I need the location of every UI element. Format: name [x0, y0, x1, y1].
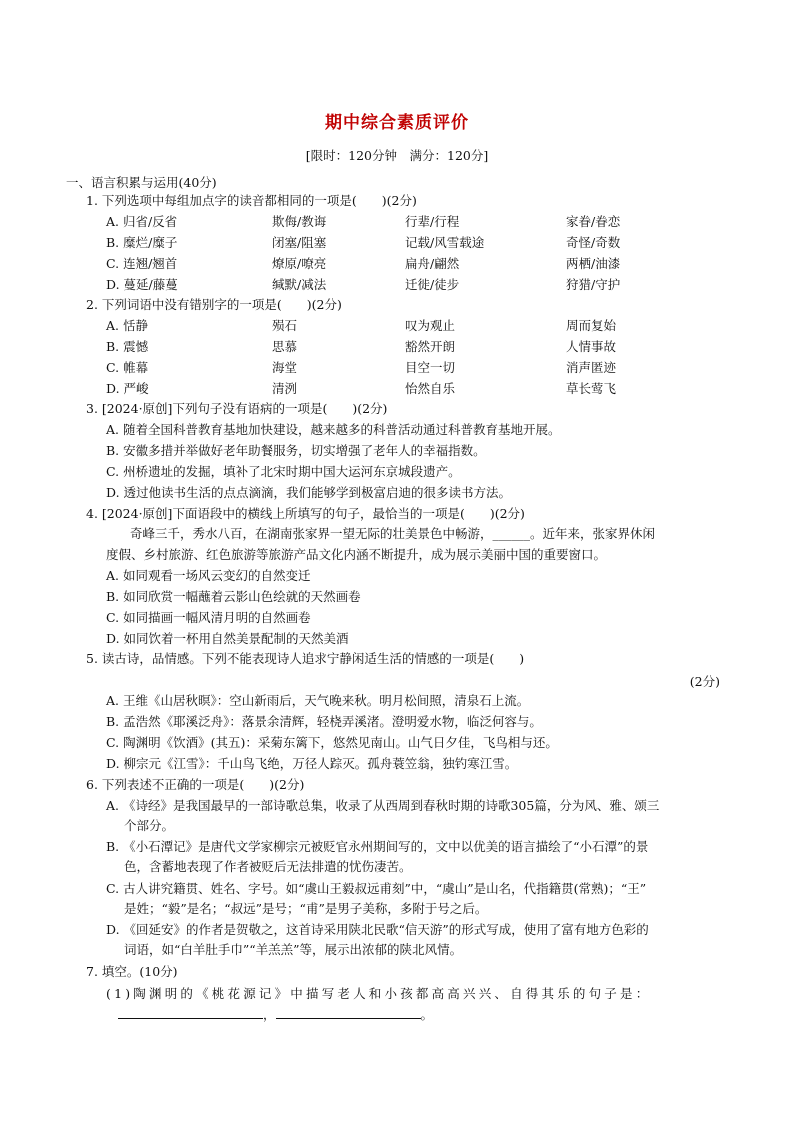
page-title: 期中综合素质评价: [325, 113, 469, 133]
period: 。: [420, 1007, 434, 1022]
comma: ，: [263, 1007, 276, 1022]
q6-option-d: D. 《回延安》的作者是贺敬之，这首诗采用陕北民歌“信天游”的形式写成，使用了富有地方色彩的: [106, 922, 649, 937]
q4-passage-line-1: 奇峰三千，秀水八百，在湖南张家界一望无际的壮美景色中畅游，______。近年来，张家界休闲: [130, 526, 656, 541]
q2-option: 周而复始: [566, 318, 617, 333]
q4-passage-line-2: 度假、乡村旅游、红色旅游等旅游产品文化内涵不断提升，成为展示美丽中国的重要窗口。: [106, 547, 607, 562]
q6-option-c-cont: 是姓；“毅”是名；“叔远”是号；“甫”是男子美称，多附于号之后。: [124, 901, 488, 916]
q2-option: A. 恬静: [106, 318, 148, 333]
q2-option: 清洌: [272, 381, 298, 396]
q3-option-b: B. 安徽多措并举做好老年助餐服务，切实增强了老年人的幸福指数。: [106, 443, 486, 458]
q1-option: D. 蔓延/藤蔓: [106, 277, 178, 292]
q2-option: 豁然开朗: [405, 339, 456, 354]
q1-option: C. 连翘/翘首: [106, 256, 178, 271]
q7-sub-1: (1)陶渊明的《桃花源记》中描写老人和小孩都高高兴兴、自得其乐的句子是：: [106, 986, 652, 1001]
q3-option-a: A. 随着全国科普教育基地加快建设，越来越多的科普活动通过科普教育基地开展。: [106, 422, 561, 437]
question-7-stem: 7. 填空。(10分): [86, 964, 178, 979]
q2-option: 草长莺飞: [566, 381, 617, 396]
q4-option-b: B. 如同欣赏一幅蘸着云影山色绘就的天然画卷: [106, 589, 361, 604]
q6-option-d-cont: 词语，如“白羊肚手巾”“羊羔羔”等，展示出浓郁的陕北风情。: [124, 942, 463, 957]
q3-option-d: D. 透过他读书生活的点点滴滴，我们能够学到极富启迪的很多读书方法。: [106, 485, 512, 500]
q2-option: 消声匿迹: [566, 360, 617, 375]
answer-blank-2[interactable]: [276, 1006, 421, 1019]
q1-option: 奇怪/奇数: [566, 235, 621, 250]
section-heading: 一、语言积累与运用(40分): [66, 175, 217, 190]
q1-option: 缄默/减法: [272, 277, 327, 292]
q6-option-b: B. 《小石潭记》是唐代文学家柳宗元被贬官永州期间写的，文中以优美的语言描绘了“小石潭”的景: [106, 839, 649, 854]
q1-option: A. 归省/反省: [106, 214, 178, 229]
q2-option: 思慕: [272, 339, 298, 354]
question-2-stem: 2. 下列词语中没有错别字的一项是( )(2分): [86, 297, 342, 312]
q5-option-c: C. 陶渊明《饮酒》(其五)：采菊东篱下，悠然见南山。山气日夕佳，飞鸟相与还。: [106, 735, 558, 750]
q4-option-a: A. 如同观看一场风云变幻的自然变迁: [106, 568, 311, 583]
q1-option: 家眷/眷恋: [566, 214, 621, 229]
time-score-limit: [限时：120分钟 满分：120分]: [305, 148, 489, 163]
q2-option: 叹为观止: [405, 318, 456, 333]
q1-option: 两栖/油漆: [566, 256, 621, 271]
q4-option-d: D. 如同饮着一杯用自然美景配制的天然美酒: [106, 631, 349, 646]
q5-score: (2分): [689, 674, 720, 689]
q6-option-a: A. 《诗经》是我国最早的一部诗歌总集，收录了从西周到春秋时期的诗歌305篇，分为风、雅、颂三: [106, 798, 660, 813]
q2-option: C. 帷幕: [106, 360, 149, 375]
q2-option: 殒石: [272, 318, 298, 333]
q2-option: B. 震憾: [106, 339, 149, 354]
q1-option: 燎原/嘹亮: [272, 256, 327, 271]
question-4-stem: 4. [2024·原创]下面语段中的横线上所填写的句子，最恰当的一项是( )(2分): [86, 506, 525, 521]
q4-option-c: C. 如同描画一幅风清月明的自然画卷: [106, 610, 311, 625]
q1-option: 记载/风雪载途: [405, 235, 485, 250]
answer-blank-1[interactable]: [118, 1006, 263, 1019]
q1-option: B. 糜烂/糜子: [106, 235, 178, 250]
q3-option-c: C. 州桥遗址的发掘，填补了北宋时期中国大运河东京城段遗产。: [106, 464, 461, 479]
question-5-stem: 5. 读古诗，品情感。下列不能表现诗人追求宁静闲适生活的情感的一项是( ): [86, 651, 525, 666]
q1-option: 狩猎/守护: [566, 277, 621, 292]
q6-option-c: C. 古人讲究籍贯、姓名、字号。如“虞山王毅叔远甫刻”中，“虞山”是山名，代指籍贯(常熟)；“王”: [106, 881, 647, 896]
q1-option: 扁舟/翩然: [405, 256, 460, 271]
q6-option-b-cont: 色，含蓄地表现了作者被贬后无法排遣的忧伤凄苦。: [124, 859, 412, 874]
q6-option-a-cont: 个部分。: [124, 818, 175, 833]
q5-option-a: A. 王维《山居秋暝》：空山新雨后，天气晚来秋。明月松间照，清泉石上流。: [106, 693, 530, 708]
q1-option: 行辈/行程: [405, 214, 460, 229]
q2-option: 怡然自乐: [405, 381, 456, 396]
q2-option: D. 严峻: [106, 381, 149, 396]
q1-option: 欺侮/教诲: [272, 214, 327, 229]
q7-answer-line: [118, 1006, 433, 1024]
q2-option: 目空一切: [405, 360, 456, 375]
q1-option: 闭塞/阻塞: [272, 235, 327, 250]
q2-option: 人情事故: [566, 339, 617, 354]
question-6-stem: 6. 下列表述不正确的一项是( )(2分): [86, 777, 305, 792]
question-1-stem: 1. 下列选项中每组加点字的读音都相同的一项是( )(2分): [86, 193, 417, 208]
question-3-stem: 3. [2024·原创]下列句子没有语病的一项是( )(2分): [86, 401, 388, 416]
q5-option-d: D. 柳宗元《江雪》：千山鸟飞绝，万径人踪灭。孤舟蓑笠翁，独钓寒江雪。: [106, 756, 518, 771]
q2-option: 海堂: [272, 360, 298, 375]
q5-option-b: B. 孟浩然《耶溪泛舟》：落景余清辉，轻桡弄溪渚。澄明爱水物，临泛何容与。: [106, 714, 542, 729]
q1-option: 迁徙/徒步: [405, 277, 460, 292]
